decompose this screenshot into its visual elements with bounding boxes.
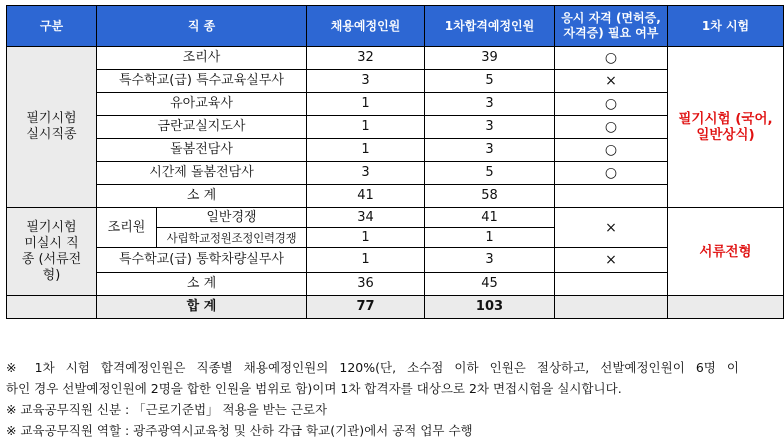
subtotal-first-pass: 58: [425, 185, 555, 208]
table-header-row: [7, 6, 784, 47]
qualification-mark: ○: [555, 47, 668, 70]
note-line: ※ 교육공무직원 신분 : 「근로기준법」 적용을 받는 근로자: [6, 402, 328, 417]
subtotal-qualification: [555, 185, 668, 208]
subtotal-first-pass: 45: [425, 273, 555, 296]
planned-count: 32: [307, 47, 425, 70]
cook-label: 조리원: [97, 208, 157, 248]
notes-section: [6, 357, 739, 441]
job-name: 특수학교(급) 특수교육실무사: [97, 70, 307, 93]
qualification-mark: ○: [555, 93, 668, 116]
header-planned: 채용예정인원: [307, 6, 425, 47]
planned-count: 1: [307, 116, 425, 139]
job-name: 특수학교(급) 통학차량실무사: [97, 248, 307, 273]
header-qualification: 응시 자격 (면허증, 자격증) 필요 여부: [555, 6, 668, 47]
total-planned: 77: [307, 296, 425, 319]
table-row: [7, 162, 784, 185]
header-job: 직 종: [97, 6, 307, 47]
planned-count: 1: [307, 248, 425, 273]
recruitment-table-container: [6, 5, 773, 319]
note-line: ※ 교육공무직원 역할 : 광주광역시교육청 및 산하 각급 학교(기관)에서 공적 업무 수행: [6, 423, 473, 438]
first-pass-count: 39: [425, 47, 555, 70]
first-pass-count: 1: [425, 228, 555, 248]
planned-count: 3: [307, 70, 425, 93]
qualification-mark: ○: [555, 116, 668, 139]
table-row: [7, 116, 784, 139]
job-name: 시간제 돌봄전담사: [97, 162, 307, 185]
qualification-mark: ×: [555, 70, 668, 93]
planned-count: 1: [307, 93, 425, 116]
first-pass-count: 3: [425, 93, 555, 116]
group1-label: 필기시험 실시직종: [7, 47, 97, 208]
job-name: 조리사: [97, 47, 307, 70]
subtotal-label: 소 계: [97, 185, 307, 208]
job-name: 유아교육사: [97, 93, 307, 116]
subtotal-label: 소 계: [97, 273, 307, 296]
table-row: [7, 248, 784, 273]
table-row: [7, 93, 784, 116]
total-exam: [668, 296, 784, 319]
table-row: [7, 47, 784, 70]
first-pass-count: 3: [425, 116, 555, 139]
group1-exam-text: 필기시험 (국어, 일반상식): [678, 111, 773, 143]
job-name: 사립학교정원조정인력경쟁: [157, 228, 307, 248]
subtotal-planned: 36: [307, 273, 425, 296]
note-line: 하인 경우 선발예정인원에 2명을 합한 인원을 범위로 함)이며 1차 합격자를 대상으로 2차 면접시험을 실시합니다.: [6, 381, 622, 396]
group1-exam: [668, 47, 784, 208]
qualification-mark: ×: [555, 208, 668, 248]
note-line: ※ 1차 시험 합격예정인원은 직종별 채용예정인원의 120%(단, 소수점 이하 인원은 절상하고, 선발예정인원이 6명 이: [6, 360, 739, 375]
job-name: 일반경쟁: [157, 208, 307, 228]
first-pass-count: 5: [425, 162, 555, 185]
total-qualification: [555, 296, 668, 319]
planned-count: 3: [307, 162, 425, 185]
qualification-mark: ×: [555, 248, 668, 273]
first-pass-count: 3: [425, 248, 555, 273]
group2-exam: 서류전형: [668, 208, 784, 296]
total-first-pass: 103: [425, 296, 555, 319]
total-category: [7, 296, 97, 319]
group2-label: 필기시험 미실시 직종 (서류전형): [7, 208, 97, 296]
planned-count: 34: [307, 208, 425, 228]
header-first-exam: 1차 시험: [668, 6, 784, 47]
table-row: [7, 70, 784, 93]
job-name: 돌봄전담사: [97, 139, 307, 162]
subtotal-row: [7, 273, 784, 296]
first-pass-count: 5: [425, 70, 555, 93]
table-row: [7, 139, 784, 162]
total-label: 합 계: [97, 296, 307, 319]
header-first-pass: 1차합격예정인원: [425, 6, 555, 47]
planned-count: 1: [307, 228, 425, 248]
header-category: 구분: [7, 6, 97, 47]
subtotal-planned: 41: [307, 185, 425, 208]
recruitment-table: [6, 5, 784, 319]
subtotal-qualification: [555, 273, 668, 296]
first-pass-count: 3: [425, 139, 555, 162]
first-pass-count: 41: [425, 208, 555, 228]
total-row: [7, 296, 784, 319]
table-row: [7, 208, 784, 228]
qualification-mark: ○: [555, 162, 668, 185]
subtotal-row: [7, 185, 784, 208]
planned-count: 1: [307, 139, 425, 162]
job-name: 금란교실지도사: [97, 116, 307, 139]
qualification-mark: ○: [555, 139, 668, 162]
